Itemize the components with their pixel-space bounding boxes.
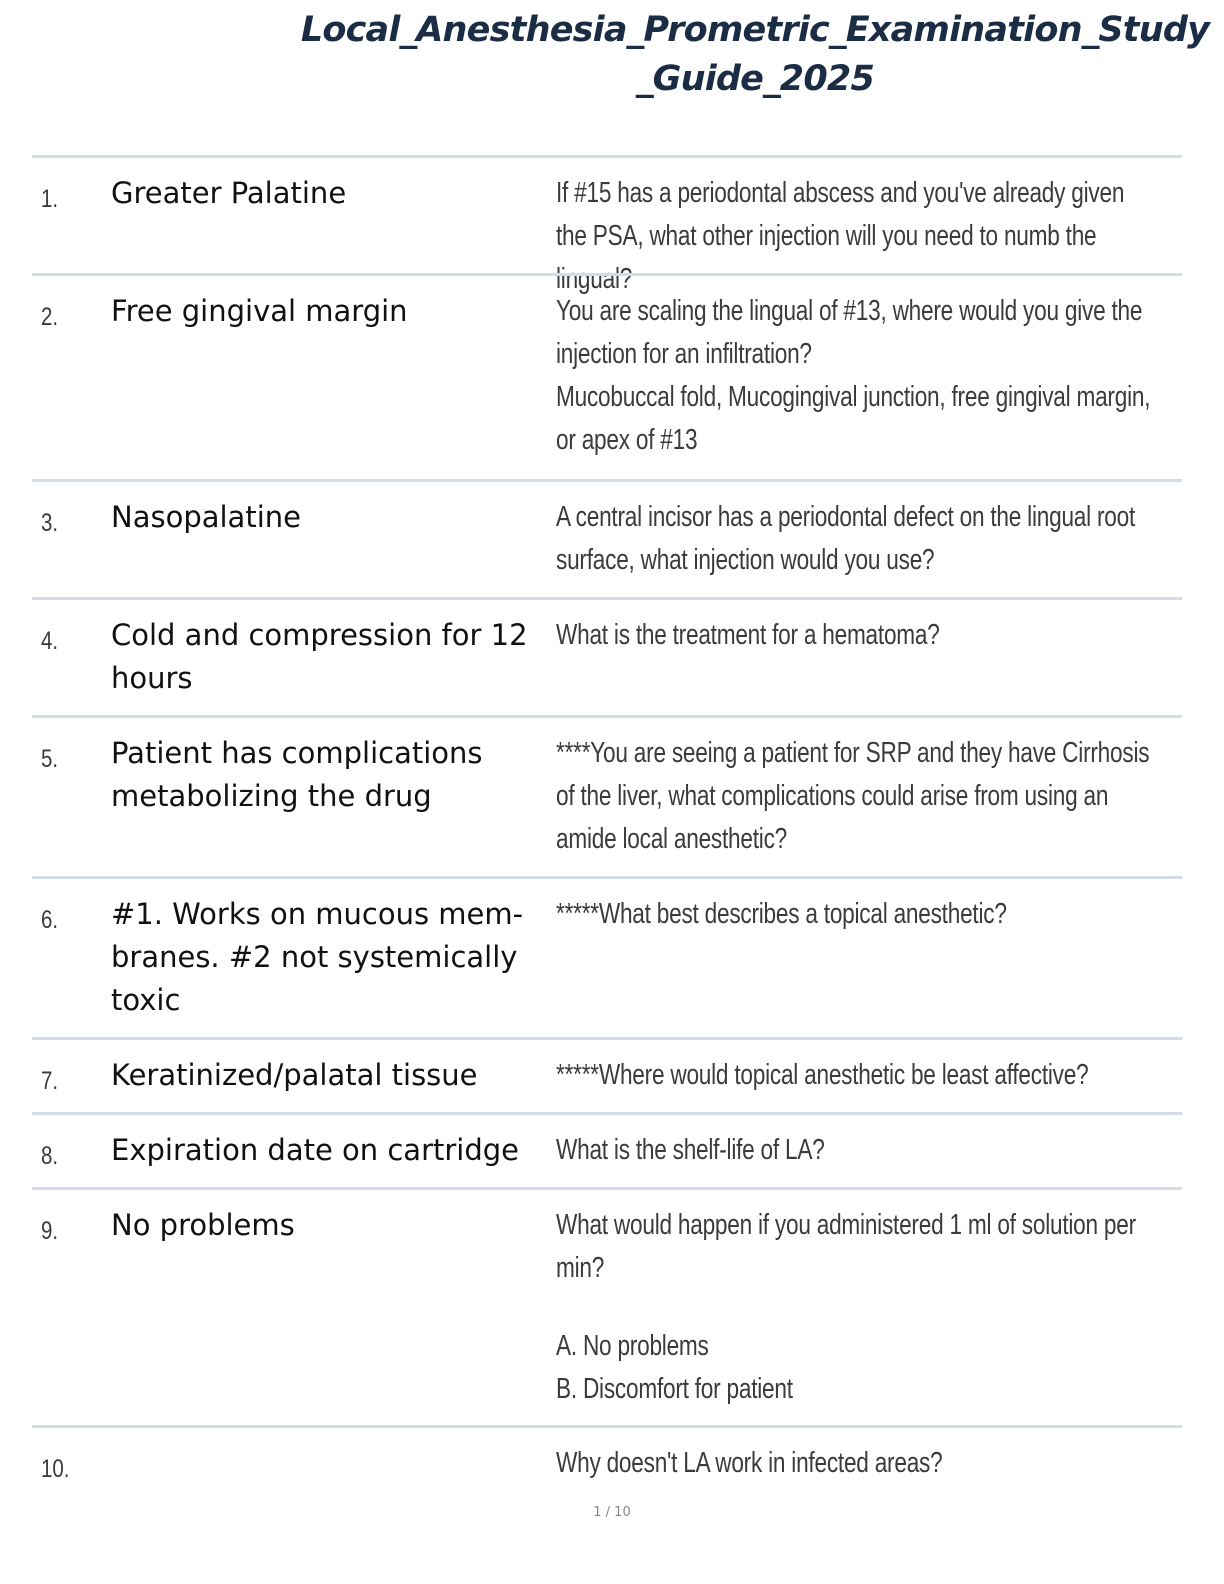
flashcard	[32, 1112, 1182, 1187]
definition-line: ****You are seeing a patient for SRP and they have Cirrhosis of the liver, what complications could arise from using an amide local anesthetic?	[556, 737, 1150, 855]
card-term: Patient has complications metabolizing the drug	[111, 736, 483, 813]
card-term: Cold and compression for 12 hours	[111, 618, 528, 695]
flashcard	[32, 273, 1182, 479]
card-term: Nasopalatine	[111, 500, 301, 534]
definition-line: You are scaling the lingual of #13, where would you give the injection for an infiltration?	[556, 295, 1143, 370]
card-number: 9.	[41, 1217, 59, 1245]
definition-line: Mucobuccal fold, Mucogingival junction, free gingival margin, or apex of #13	[556, 381, 1151, 456]
card-definition	[556, 1442, 1157, 1485]
card-term: No problems	[111, 1208, 295, 1242]
flashcard	[32, 1425, 1182, 1508]
definition-spacer	[556, 1290, 1157, 1325]
card-number: 6.	[41, 906, 59, 934]
definition-line: Why doesn't LA work in infected areas?	[556, 1447, 943, 1479]
flashcard-list	[32, 155, 1182, 1508]
card-number: 2.	[41, 303, 59, 331]
flashcard	[32, 715, 1182, 876]
card-term: Keratinized/palatal tissue	[111, 1058, 478, 1092]
card-number: 10.	[41, 1455, 70, 1483]
document-title-line-2: _Guide_2025	[635, 59, 875, 99]
definition-line: What is the treatment for a hematoma?	[556, 619, 940, 651]
card-definition	[556, 1054, 1157, 1097]
definition-line: B. Discomfort for patient	[556, 1373, 793, 1405]
flashcard	[32, 876, 1182, 1037]
flashcard	[32, 1037, 1182, 1112]
card-term: Free gingival margin	[111, 294, 408, 328]
card-definition	[556, 1204, 1157, 1411]
card-definition	[556, 732, 1157, 861]
document-title	[300, 6, 1210, 104]
definition-line: If #15 has a periodontal abscess and you've already given the PSA, what other injection will you need to numb the lingual?	[556, 177, 1125, 295]
definition-line: A. No problems	[556, 1330, 709, 1362]
card-term: Greater Palatine	[111, 176, 347, 210]
definition-line: What would happen if you administered 1 ml of solution per min?	[556, 1209, 1136, 1284]
card-number: 5.	[41, 745, 59, 773]
definition-line: *****Where would topical anesthetic be least affective?	[556, 1059, 1089, 1091]
card-definition	[556, 614, 1157, 657]
card-number: 7.	[41, 1067, 59, 1095]
card-definition	[556, 290, 1157, 462]
flashcard	[32, 597, 1182, 715]
card-term: Expiration date on cartridge	[111, 1133, 520, 1167]
card-definition	[556, 1129, 1157, 1172]
definition-line: What is the shelf-life of LA?	[556, 1134, 825, 1166]
card-number: 8.	[41, 1142, 59, 1170]
card-number: 4.	[41, 627, 59, 655]
page-number: 1 / 10	[593, 1505, 631, 1520]
document-title-line-1: Local_Anesthesia_Prometric_Examination_Study	[300, 10, 1210, 50]
card-definition	[556, 496, 1157, 582]
card-definition	[556, 893, 1157, 936]
definition-line: *****What best describes a topical anesthetic?	[556, 898, 1007, 930]
definition-line: A central incisor has a periodontal defect on the lingual root surface, what injection would you use?	[556, 501, 1136, 576]
card-term: #1. Works on mucous mem-branes. #2 not systemically toxic	[111, 897, 524, 1017]
flashcard	[32, 1187, 1182, 1425]
card-number: 1.	[41, 185, 59, 213]
flashcard	[32, 155, 1182, 295]
flashcard	[32, 479, 1182, 597]
card-number: 3.	[41, 509, 59, 537]
